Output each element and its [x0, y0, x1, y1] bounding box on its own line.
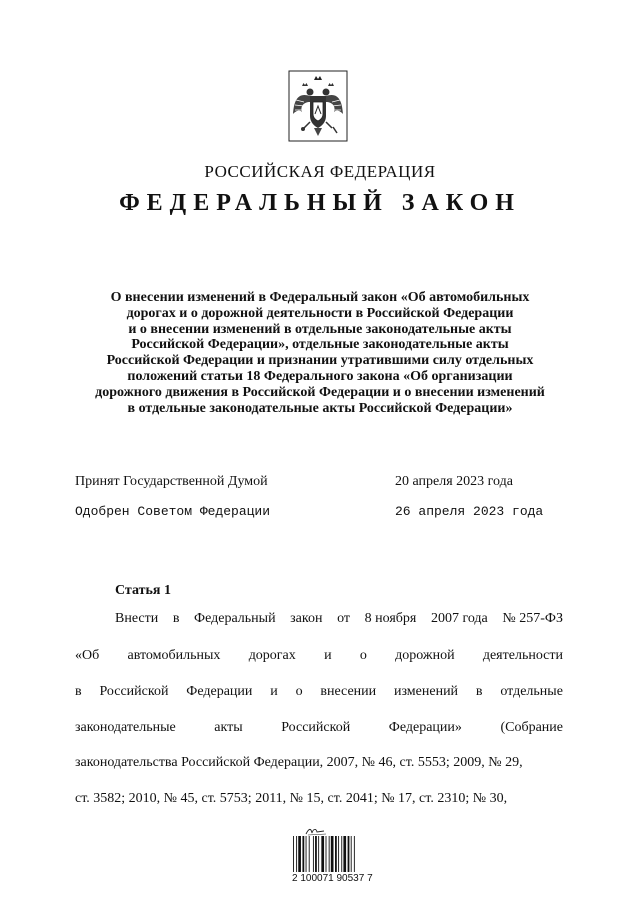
article-word: Федерации» — [388, 720, 462, 735]
article-text-line — [75, 648, 563, 664]
article-word: деятельности — [482, 648, 563, 663]
barcode-bar — [318, 836, 319, 872]
article-word: от — [337, 611, 351, 626]
article-word: Внести — [115, 611, 159, 626]
article-word: в — [75, 684, 82, 699]
law-title-line: положений статьи 18 Федерального закона «Об организации — [127, 368, 513, 384]
article-text-line — [75, 791, 563, 807]
article-word: автомобильных — [127, 648, 221, 663]
article-word: Федерации — [186, 684, 253, 699]
law-title-line: в отдельные законодательные акты Российской Федерации» — [127, 400, 513, 416]
barcode-digits: 2 100071 90537 7 — [292, 873, 373, 884]
article-word: ст. 3582; 2010, № 45, ст. 5753; 2011, № 15, ст. 2041; № 17, ст. 2310; № 30, — [75, 791, 508, 806]
article-word: законодательства Российской Федерации, 2007, № 46, ст. 5553; 2009, № 29, — [75, 755, 523, 770]
adoption-council-date: 26 апреля 2023 года — [395, 504, 544, 519]
article-word: и — [270, 684, 278, 699]
article-text-line — [115, 611, 563, 627]
law-title-line: Российской Федерации и признании утратившими силу отдельных — [106, 353, 534, 369]
law-title-line: Российской Федерации», отдельные законодательные акты — [131, 337, 509, 353]
article-word: 2007 года — [430, 611, 488, 626]
article-word: № 257-ФЗ — [502, 611, 563, 626]
law-title-line: дорожного движения в Российской Федерации и о внесении изменений — [95, 384, 545, 400]
article-word: акты — [214, 720, 243, 735]
barcode-bar — [313, 836, 314, 872]
law-title-line: дорогах и о дорожной деятельности в Российской Федерации — [126, 305, 514, 321]
barcode-bar — [335, 836, 337, 872]
barcode-bar — [343, 836, 346, 872]
handwritten-mark-icon — [304, 826, 328, 836]
country-name: РОССИЙСКАЯ ФЕДЕРАЦИЯ — [204, 162, 436, 181]
adoption-council-row — [75, 504, 555, 519]
article-word: дорожной — [395, 648, 455, 663]
barcode-bar — [326, 836, 327, 872]
state-emblem-icon — [288, 70, 348, 142]
barcode-bar — [338, 836, 339, 872]
article-word: Федеральный — [194, 611, 276, 626]
article-word: «Об — [75, 648, 100, 663]
barcode-bar — [298, 836, 301, 872]
barcode-bar — [315, 836, 317, 872]
barcode-bar — [321, 836, 324, 872]
adoption-duma-label: Принят Государственной Думой — [75, 474, 268, 489]
article-word: о — [359, 648, 367, 663]
article-word: изменений — [393, 684, 459, 699]
article-text-line — [75, 720, 563, 736]
article-text-line — [75, 755, 563, 771]
barcode-bar — [331, 836, 334, 872]
article-text-line — [75, 684, 563, 700]
article-word: о — [295, 684, 303, 699]
barcode-bar — [296, 836, 297, 872]
barcode-bar — [351, 836, 352, 872]
article-word: внесении — [320, 684, 377, 699]
barcode-bar — [341, 836, 342, 872]
barcode-bar — [329, 836, 330, 872]
barcode-bar — [302, 836, 304, 872]
law-title-line: О внесении изменений в Федеральный закон «Об автомобильных — [110, 290, 530, 305]
barcode-icon — [292, 836, 376, 872]
adoption-duma-row — [75, 474, 555, 490]
article-heading: Статья 1 — [115, 583, 171, 598]
article-word: законодательные — [75, 720, 176, 735]
article-word: (Собрание — [500, 720, 563, 735]
article-word: закон — [290, 611, 323, 626]
article-word: 8 ноября — [364, 611, 417, 626]
article-word: дорогах — [248, 648, 296, 663]
barcode-block — [292, 826, 382, 884]
adoption-council-label: Одобрен Советом Федерации — [75, 504, 271, 519]
article-word: Российской — [99, 684, 169, 699]
barcode-bar — [309, 836, 310, 872]
article-word: Российской — [281, 720, 351, 735]
article-word: отдельные — [500, 684, 563, 699]
law-title — [60, 290, 580, 416]
barcode-bar — [354, 836, 355, 872]
adoption-duma-date: 20 апреля 2023 года — [395, 474, 513, 489]
barcode-bar — [306, 836, 307, 872]
article-word: и — [324, 648, 332, 663]
barcode-bar — [293, 836, 294, 872]
law-title-line: и о внесении изменений в отдельные законодательные акты — [128, 321, 512, 337]
article-word: в — [172, 611, 180, 626]
document-type-heading: ФЕДЕРАЛЬНЫЙ ЗАКОН — [119, 190, 521, 216]
article-word: в — [475, 684, 483, 699]
barcode-bar — [348, 836, 350, 872]
